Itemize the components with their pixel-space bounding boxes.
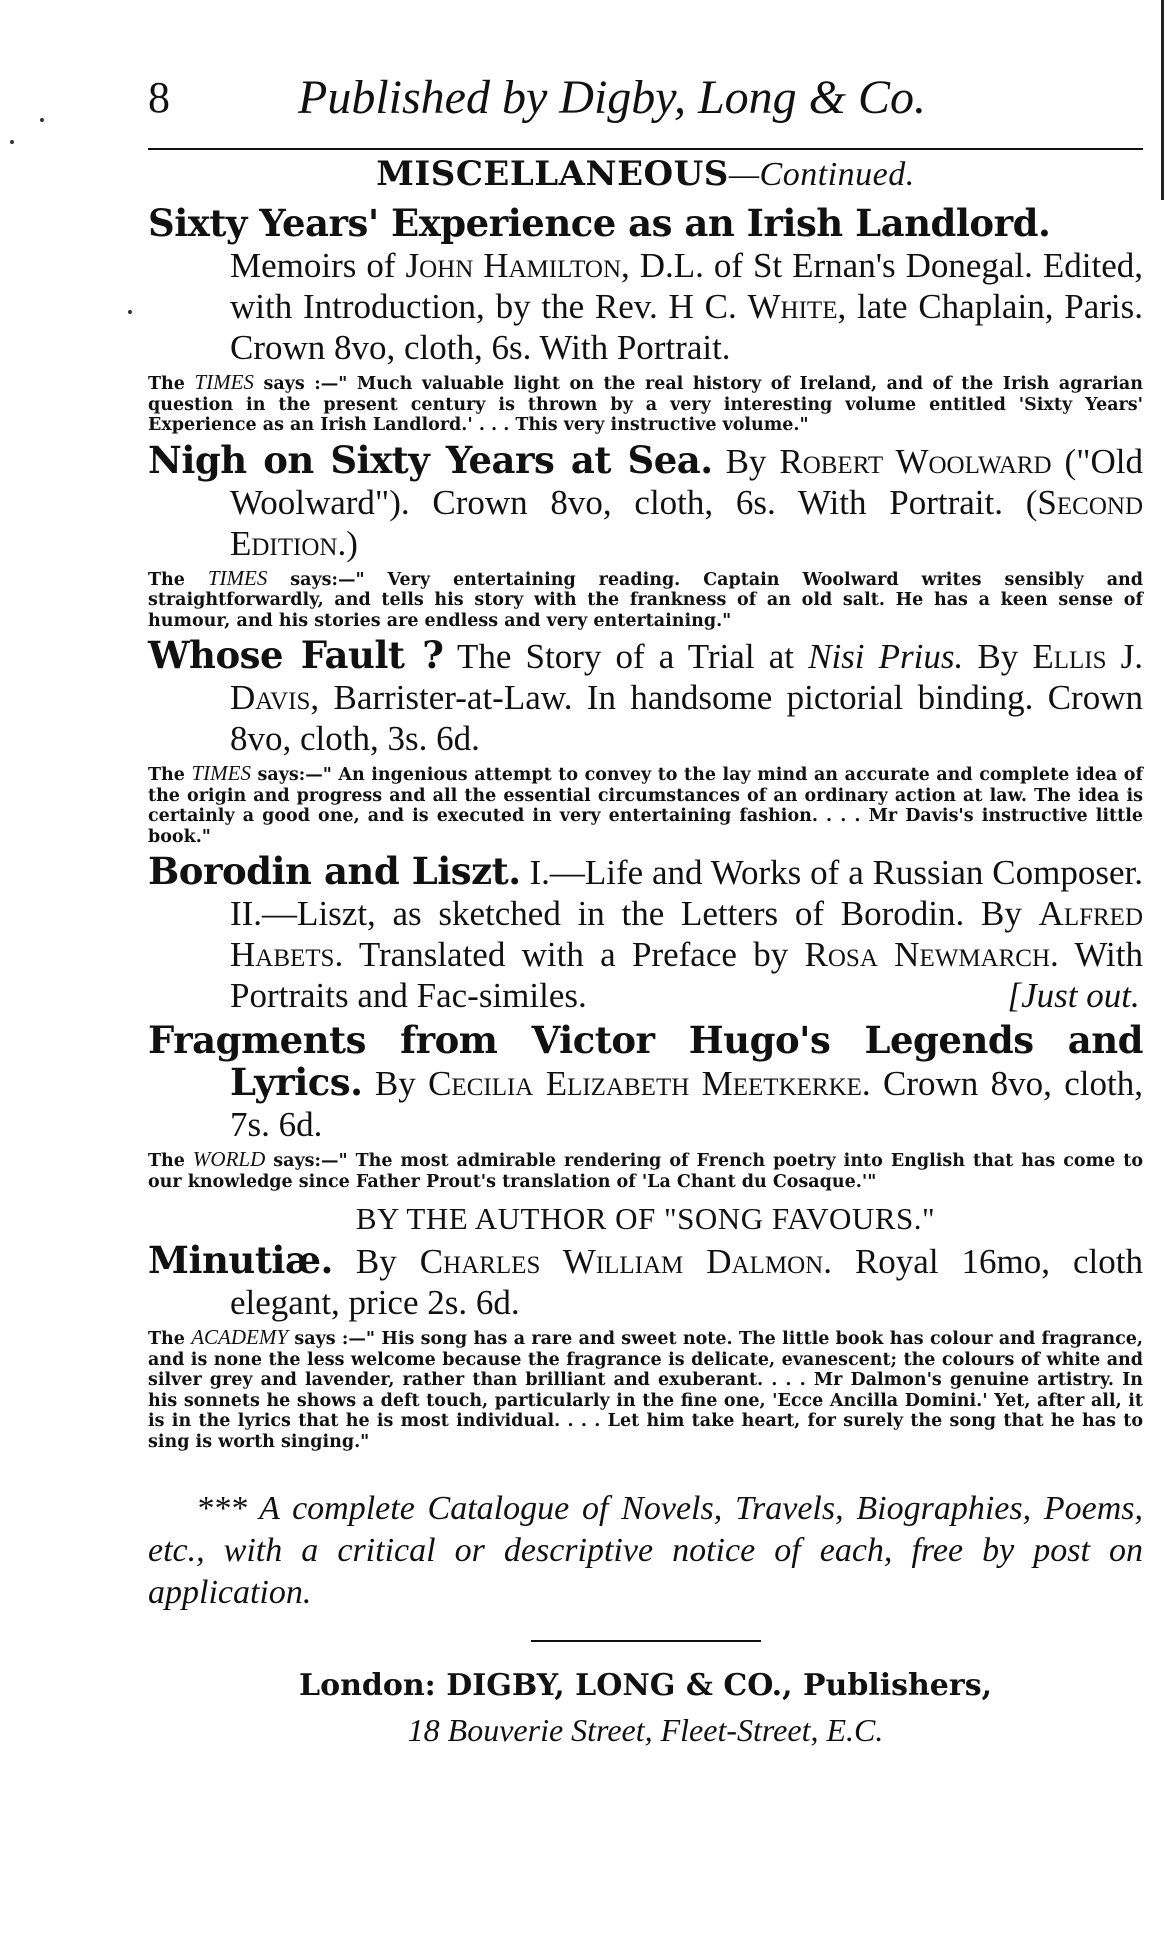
book-description bbox=[148, 437, 1143, 564]
desc-text: By bbox=[963, 637, 1033, 676]
publication-name: ACADEMY bbox=[191, 1325, 289, 1349]
author-byline: BY THE AUTHOR OF "SONG FAVOURS." bbox=[355, 1201, 936, 1236]
desc-text: By bbox=[332, 1242, 420, 1281]
book-entry bbox=[148, 437, 1143, 632]
review-quote bbox=[148, 1327, 1143, 1452]
desc-text: I.—Life and Works of a Russian Composer. II.—Liszt, as sketched in the Letters of Borodin. By bbox=[230, 853, 1143, 933]
book-title: Nigh on Sixty Years at Sea. bbox=[148, 437, 713, 482]
section-heading bbox=[148, 152, 1143, 197]
page-content bbox=[148, 152, 1143, 1752]
release-note: [Just out. bbox=[1007, 976, 1140, 1015]
running-title: Published by Digby, Long & Co. bbox=[298, 71, 926, 124]
publication-name: TIMES bbox=[207, 565, 268, 590]
author-name: Cecilia Elizabeth Meetkerke bbox=[428, 1064, 862, 1103]
publisher-imprint: London: DIGBY, LONG & CO., Publishers, bbox=[298, 1668, 993, 1703]
book-entry bbox=[148, 1020, 1143, 1192]
page-number: 8 bbox=[148, 73, 170, 122]
catalogue-note: *** A complete Catalogue of Novels, Travels, Biographies, Poems, etc., with a critical or descriptive notice of each, free by post on application. bbox=[148, 1490, 1143, 1611]
desc-text: . Crown 8vo, cloth, 7s. 6d. bbox=[230, 1064, 1143, 1144]
quote-lead: The bbox=[148, 1151, 193, 1171]
book-entry bbox=[148, 635, 1143, 847]
book-description bbox=[148, 851, 1143, 1016]
editor-name: White bbox=[747, 287, 838, 326]
section-title: MISCELLANEOUS bbox=[376, 154, 729, 194]
quote-text: says:—" An ingenious attempt to convey to the lay mind an accurate and complete idea of the origin and progress and all the essential circumstances of an ordinary action at law. The idea is certainly a good one, and is executed in very entertaining fashion. . . . Mr Davis's instructive little book." bbox=[148, 765, 1143, 847]
speck bbox=[128, 310, 132, 314]
header-rule bbox=[148, 148, 1143, 150]
quote-lead: The bbox=[148, 569, 208, 590]
translator-name: Rosa Newmarch bbox=[804, 935, 1050, 974]
quote-text: says:—" Very entertaining reading. Captain Woolward writes sensibly and straightforwardly, and tells his story with the frankness of an old salt. He has a keen sense of humour, and his stories are endless and very entertaining." bbox=[148, 569, 1143, 631]
quote-text: says:—" The most admirable rendering of French poetry into English that has come to our knowledge since Father Prout's translation of 'La Chant du Cosaque.'" bbox=[148, 1151, 1143, 1192]
review-quote bbox=[148, 763, 1143, 847]
desc-text: The Story of a Trial at bbox=[443, 637, 809, 676]
quote-text: says :—" Much valuable light on the real history of Ireland, and of the Irish agrarian question in the present century is thrown by a very interesting volume entitled 'Sixty Years' Experience as an Irish Landlord.' . . . This very instructive volume." bbox=[148, 374, 1143, 435]
page-edge-mark bbox=[1161, 0, 1164, 200]
desc-text: , late Chaplain, Paris. Crown 8vo, cloth, 6s. With Portrait. bbox=[230, 287, 1143, 367]
desc-text: By bbox=[362, 1064, 429, 1103]
quote-text: says :—" His song has a rare and sweet note. The little book has colour and fragrance, and is none the less welcome because the fragrance is delicate, evanescent; the colours of white and silver grey and lavender, rather than brilliant and exuberant. . . . Mr Dalmon's genuine artistry. In his sonnets he shows a deft touch, particularly in the fine one, 'Ecce Ancilla Domini.' Yet, after all, it is in the lyrics that he is most individual. . . . Let him take heart, for surely the song that he has to sing is worth singing." bbox=[148, 1329, 1143, 1452]
quote-lead: The bbox=[148, 765, 192, 785]
author-name: Charles William Dalmon bbox=[419, 1242, 824, 1281]
publication-name: WORLD bbox=[192, 1147, 266, 1171]
desc-text: ) bbox=[346, 523, 358, 563]
author-name: John Hamilton bbox=[405, 246, 622, 285]
publication-name: TIMES bbox=[194, 370, 254, 394]
book-description bbox=[148, 1240, 1143, 1323]
book-title: Fragments from Victor Hugo's Legends and Lyrics. bbox=[148, 1018, 1143, 1104]
book-title: Borodin and Liszt. bbox=[148, 849, 521, 893]
footer-rule bbox=[531, 1640, 761, 1642]
book-entry bbox=[148, 1198, 1143, 1452]
desc-text: ("Old Woolward"). Crown 8vo, cloth, 6s. With Portrait. ( bbox=[230, 441, 1143, 522]
desc-text: . Royal 16mo, cloth elegant, price 2s. 6d. bbox=[230, 1242, 1144, 1322]
review-quote bbox=[148, 372, 1143, 436]
book-description bbox=[148, 245, 1143, 368]
review-quote bbox=[148, 565, 1143, 632]
book-entry bbox=[148, 201, 1143, 436]
desc-text: . Translated with a Preface by bbox=[334, 935, 805, 974]
desc-text: . With Portraits and Fac-similes. bbox=[230, 935, 1143, 1015]
book-title: Whose Fault ? bbox=[148, 633, 444, 677]
publication-name: TIMES bbox=[191, 761, 251, 785]
desc-text: , Barrister-at-Law. In handsome pictorial binding. Crown 8vo, cloth, 3s. 6d. bbox=[230, 678, 1143, 758]
publisher-address: 18 Bouverie Street, Fleet-Street, E.C. bbox=[407, 1712, 884, 1748]
quote-lead: The bbox=[148, 1329, 192, 1349]
author-name: Ellis J. Davis bbox=[230, 637, 1143, 717]
author-name: Robert Woolward bbox=[779, 441, 1052, 481]
review-quote bbox=[148, 1149, 1143, 1192]
desc-text: By bbox=[712, 441, 780, 481]
italic-text: Nisi Prius. bbox=[808, 637, 964, 676]
speck bbox=[40, 118, 44, 122]
book-entry bbox=[148, 851, 1143, 1016]
book-description bbox=[148, 635, 1143, 759]
running-header bbox=[148, 70, 1143, 130]
edition-note: Second Edition. bbox=[230, 482, 1143, 563]
section-continued: —Continued. bbox=[728, 156, 915, 193]
author-name: Alfred Habets bbox=[230, 894, 1143, 974]
book-title: Sixty Years' Experience as an Irish Landlord. bbox=[148, 201, 1051, 245]
book-description bbox=[148, 1020, 1143, 1145]
speck bbox=[10, 140, 14, 144]
book-title: Minutiæ. bbox=[148, 1238, 333, 1282]
desc-text: , D.L. of St Ernan's Donegal. Edited, with Introduction, by the Rev. H C. bbox=[230, 246, 1143, 326]
quote-lead: The bbox=[148, 374, 195, 394]
desc-text: Memoirs of bbox=[230, 246, 406, 285]
